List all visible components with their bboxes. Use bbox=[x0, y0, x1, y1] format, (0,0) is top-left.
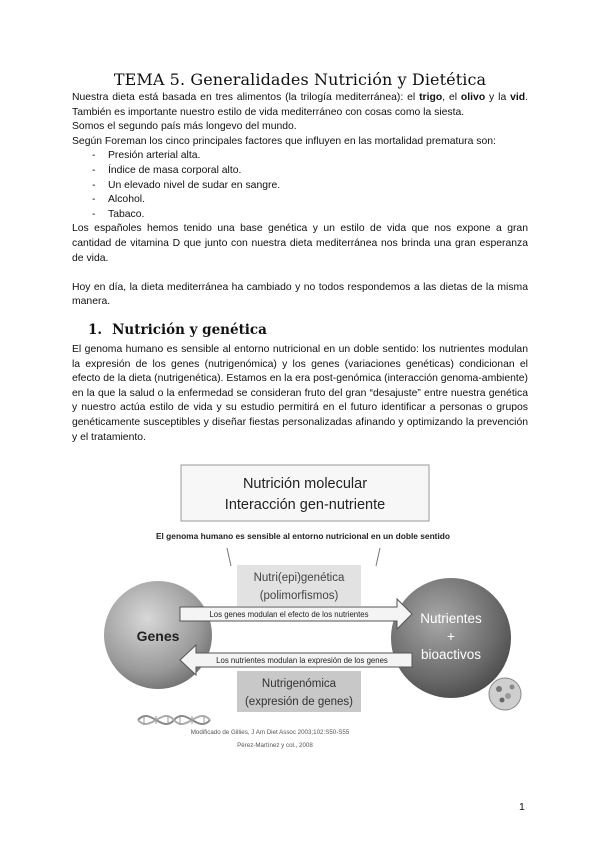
page-number: 1 bbox=[519, 801, 525, 813]
bottom-label-line-2: (expresión de genes) bbox=[244, 696, 354, 708]
nutrients-label-line-2: + bbox=[447, 629, 455, 644]
arrow-right-label: Los genes modulan el efecto de los nutrientes bbox=[209, 610, 369, 619]
list-item bbox=[72, 164, 528, 179]
arrow-left-label: Los nutrientes modulan la expresión de los genes bbox=[216, 656, 388, 665]
list-item-text: Presión arterial alta. bbox=[108, 150, 201, 162]
title-box-line-2: Interacción gen-nutriente bbox=[224, 497, 386, 513]
figure-credit-line-1: Modificado de Gillies, J Am Diet Assoc 2003;102:S50-S55 bbox=[190, 729, 350, 736]
connector-line-left bbox=[227, 548, 231, 566]
nutrients-label-line-3: bioactivos bbox=[420, 647, 482, 662]
intro-paragraph-5: Hoy en día, la dieta mediterránea ha cambiado y no todos respondemos a las dietas de la misma manera. bbox=[72, 281, 528, 308]
list-item-text: Tabaco. bbox=[108, 208, 145, 220]
intro-paragraph-2: Somos el segundo país más longevo del mundo. bbox=[72, 121, 297, 133]
text-run: . También es importante nuestro estilo de vida mediterráneo con cosas como la siesta. bbox=[72, 92, 529, 118]
bottom-label-line-1: Nutrigenómica bbox=[261, 678, 337, 690]
dna-helix-icon bbox=[138, 715, 210, 725]
top-label-line-1: Nutri(epi)genética bbox=[253, 572, 345, 584]
nutrients-label-line-1: Nutrientes bbox=[420, 611, 482, 626]
nutrigenomics-figure bbox=[84, 458, 530, 758]
risk-factor-list bbox=[72, 149, 528, 222]
list-item bbox=[72, 179, 528, 194]
text-run: y la bbox=[485, 92, 511, 103]
bold-vid: vid bbox=[510, 92, 526, 103]
genes-label: Genes bbox=[136, 628, 180, 644]
intro-paragraph-1 bbox=[72, 91, 528, 120]
list-item-text: Un elevado nivel de sudar en sangre. bbox=[108, 179, 281, 191]
list-item-text: Alcohol. bbox=[108, 194, 145, 206]
bullet-dash: - bbox=[92, 208, 96, 220]
intro-paragraph-3: Según Foreman los cinco principales factores que influyen en las mortalidad prematura son: bbox=[72, 135, 496, 147]
bullet-dash: - bbox=[92, 150, 96, 162]
section-heading bbox=[88, 322, 267, 338]
bullet-dash: - bbox=[92, 179, 96, 191]
connector-line-right bbox=[376, 548, 380, 566]
bullet-dash: - bbox=[92, 194, 96, 206]
list-item bbox=[72, 193, 528, 208]
food-image-icon bbox=[489, 678, 521, 710]
blank-line bbox=[72, 266, 528, 281]
list-item bbox=[72, 149, 528, 164]
section-heading-text: Nutrición y genética bbox=[112, 322, 267, 338]
bold-olivo: olivo bbox=[460, 92, 486, 103]
bold-trigo: trigo bbox=[419, 92, 443, 103]
section-paragraph: El genoma humano es sensible al entorno nutricional en un doble sentido: los nutrientes modulan la expresión de los genes (nutrigenómica) y los genes (variaciones genéticas) condicionan el efecto de la dieta (nutrigenética). Estamos en la era post-genómica (interacción genoma-ambiente) en la que la salud o la enfermedad se consideran fruto del gran “desajuste” entre nuestra genética y nuestro actúa estilo de vida y su estudio permitirá en el futuro identificar a personas o grupos genéticamente susceptibles y diseñar fiestas personalizadas afinando y optimizando la prevención y el tratamiento. bbox=[72, 344, 528, 443]
intro-paragraph-4: Los españoles hemos tenido una base genética y un estilo de vida que nos expone a gran cantidad de vitamina D que junto con nuestra dieta mediterránea nos brinda una gran esperanza de vida. bbox=[72, 223, 528, 264]
title-box-line-1: Nutrición molecular bbox=[242, 476, 368, 492]
page-title: TEMA 5. Generalidades Nutrición y Dietética bbox=[113, 70, 487, 89]
section-1-body bbox=[72, 343, 528, 445]
list-item-text: Índice de masa corporal alto. bbox=[108, 164, 242, 176]
bullet-dash: - bbox=[92, 164, 96, 176]
text-run: , el bbox=[442, 92, 461, 103]
text-run: Nuestra dieta está basada en tres alimentos (la trilogía mediterránea): el bbox=[72, 92, 420, 103]
section-number: 1. bbox=[88, 322, 103, 338]
list-item bbox=[72, 208, 528, 223]
figure-credit-line-2: Pérez-Martínez y col., 2008 bbox=[237, 742, 313, 749]
top-label-line-2: (polimorfismos) bbox=[259, 590, 339, 602]
figure-subtitle: El genoma humano es sensible al entorno nutricional en un doble sentido bbox=[155, 531, 451, 541]
intro-section bbox=[72, 91, 528, 310]
